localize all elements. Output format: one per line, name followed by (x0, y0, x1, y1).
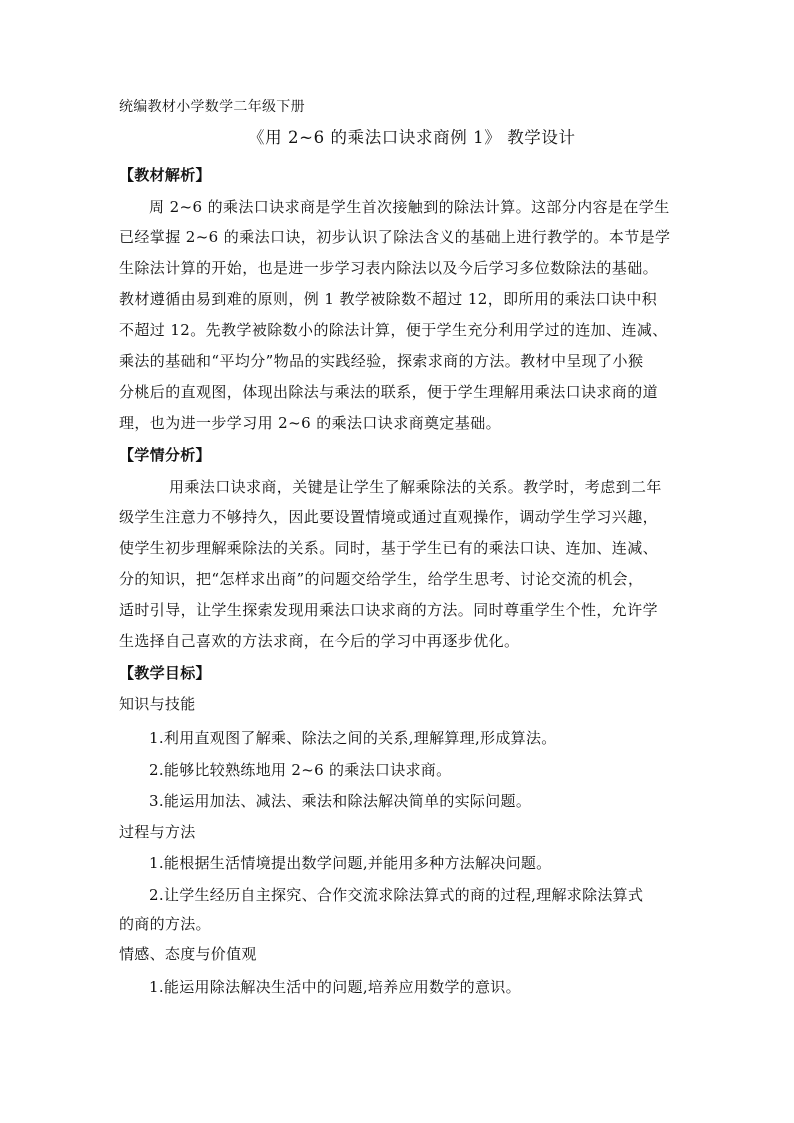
paragraph-line: 分桃后的直观图，体现出除法与乘法的联系，便于学生理解用乘法口诀求商的道 (119, 383, 659, 401)
knowledge-label: 知识与技能 (119, 695, 196, 713)
goal-item: 3.能运用加法、减法、乘法和除法解决简单的实际问题。 (149, 792, 532, 810)
paragraph-line: 理，也为进一步学习用 2~6 的乘法口诀求商奠定基础。 (119, 414, 501, 432)
paragraph-line: 已经掌握 2~6 的乘法口诀，初步认识了除法含义的基础上进行教学的。本节是学 (119, 228, 671, 246)
paragraph-line: 周 2~6 的乘法口诀求商是学生首次接触到的除法计算。这部分内容是在学生 (149, 198, 670, 216)
paragraph-line: 适时引导，让学生探索发现用乘法口诀求商的方法。同时尊重学生个性，允许学 (119, 601, 659, 619)
paragraph-line: 用乘法口诀求商，关键是让学生了解乘除法的关系。教学时，考虑到二年 (169, 478, 662, 496)
goal-item: 2.能够比较熟练地用 2~6 的乘法口诀求商。 (149, 761, 452, 779)
section-heading-students: 【学情分析】 (119, 446, 211, 464)
paragraph-line: 使学生初步理解乘除法的关系。同时，基于学生已有的乘法口诀、连加、连减、 (119, 539, 659, 557)
paragraph-line: 乘法的基础和“平均分”物品的实践经验，探索求商的方法。教材中呈现了小猴 (119, 352, 644, 370)
goal-item: 1.利用直观图了解乘、除法之间的关系,理解算理,形成算法。 (149, 729, 557, 747)
paragraph-line: 教材遵循由易到难的原则，例 1 教学被除数不超过 12，即所用的乘法口诀中积 (119, 290, 658, 308)
goal-item: 2.让学生经历自主探究、合作交流求除法算式的商的过程,理解求除法算式 (149, 886, 644, 904)
process-label: 过程与方法 (119, 823, 196, 841)
paragraph-line: 生选择自己喜欢的方法求商，在今后的学习中再逐步优化。 (119, 632, 520, 650)
document-title: 《用 2~6 的乘法口诀求商例 1》 教学设计 (248, 128, 576, 147)
paragraph-line: 级学生注意力不够持久，因此要设置情境或通过直观操作，调动学生学习兴趣， (119, 508, 659, 526)
subject-line: 统编教材小学数学二年级下册 (119, 99, 305, 115)
goal-item: 1.能运用除法解决生活中的问题,培养应用数学的意识。 (149, 978, 521, 996)
goal-item: 1.能根据生活情境提出数学问题,并能用多种方法解决问题。 (149, 854, 552, 872)
section-heading-goals: 【教学目标】 (119, 664, 211, 682)
paragraph-line: 不超过 12。先教学被除数小的除法计算，便于学生充分利用学过的连加、连减、 (119, 321, 668, 339)
paragraph-line: 分的知识，把“怎样求出商”的问题交给学生，给学生思考、讨论交流的机会， (119, 570, 644, 588)
section-heading-material: 【教材解析】 (119, 166, 211, 184)
goal-item-continuation: 的商的方法。 (119, 915, 211, 933)
paragraph-line: 生除法计算的开始，也是进一步学习表内除法以及今后学习多位数除法的基础。 (119, 259, 659, 277)
emotion-label: 情感、态度与价值观 (119, 945, 257, 963)
